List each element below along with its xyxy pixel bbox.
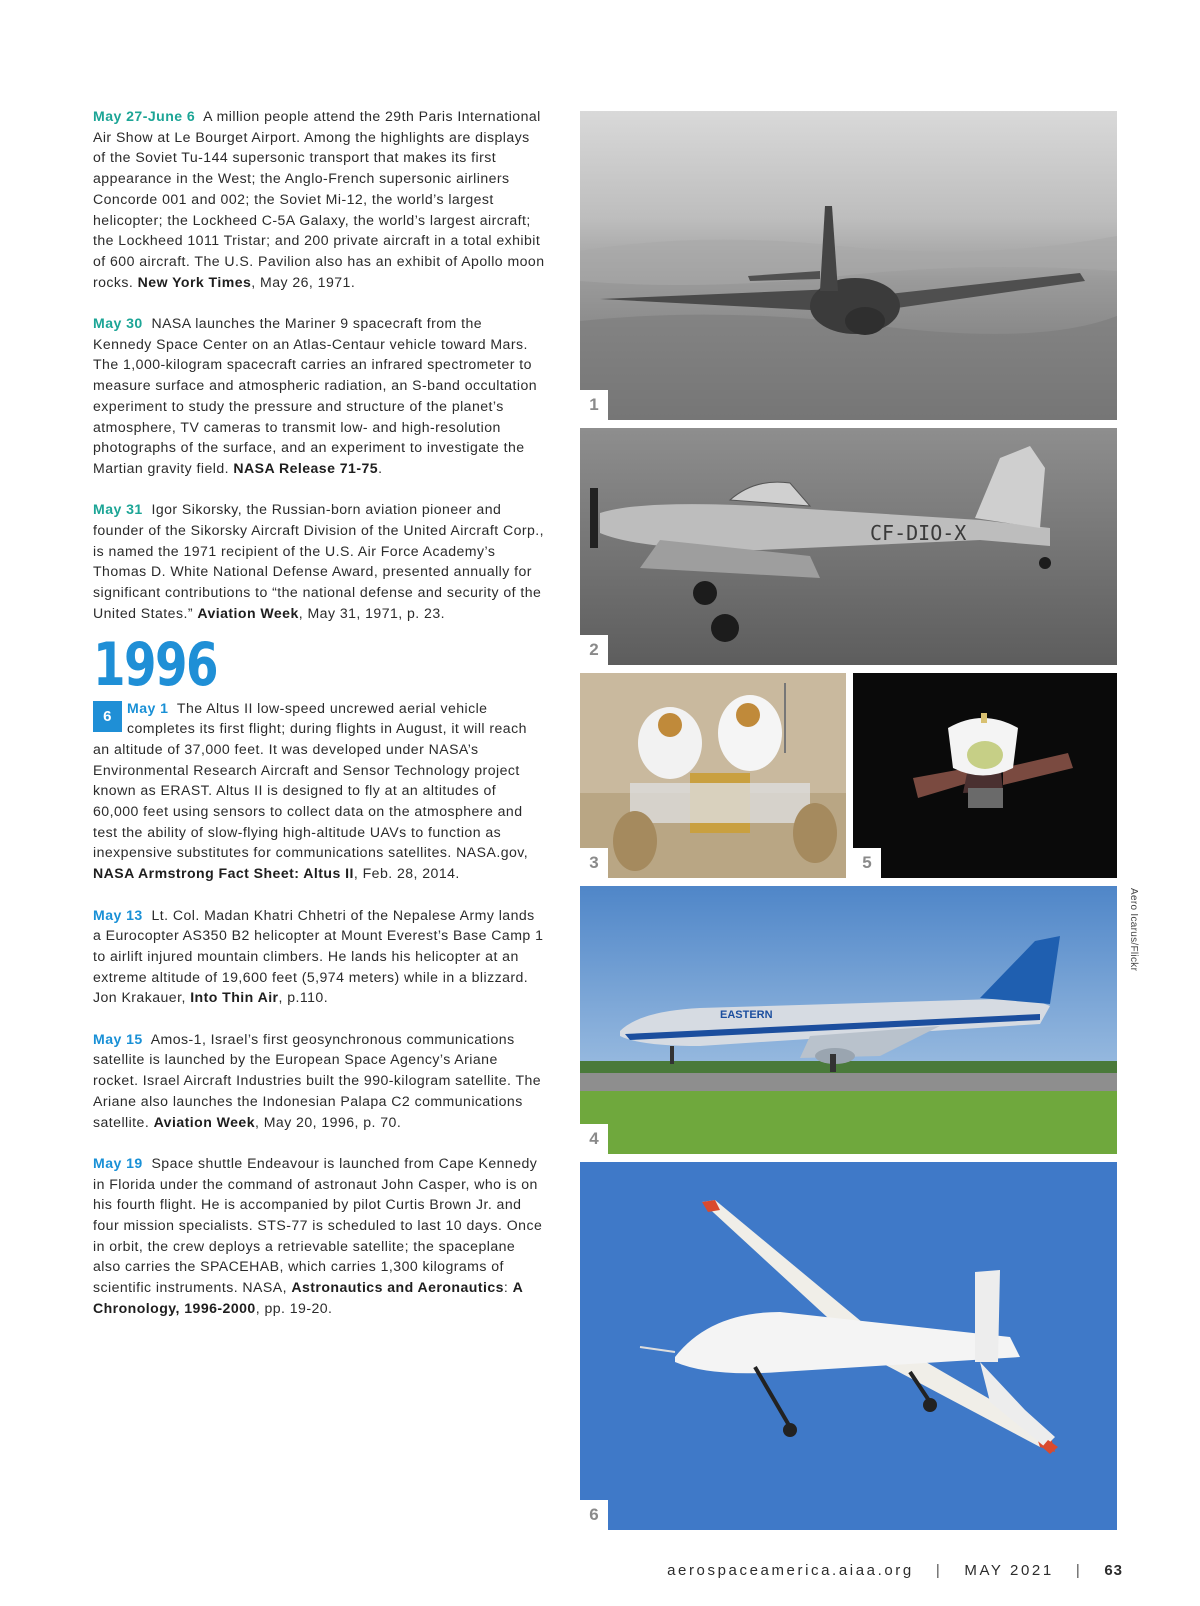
entry-source: NASA Armstrong Fact Sheet: Altus II — [93, 865, 354, 882]
photo-number: 5 — [853, 848, 881, 878]
entry-tail: , May 20, 1996, p. 70. — [254, 1113, 402, 1130]
photo-2-aircraft — [580, 428, 1117, 665]
photo-number: 1 — [580, 390, 608, 420]
footer-issue: MAY 2021 — [964, 1562, 1054, 1579]
footer-separator: | — [1075, 1562, 1083, 1579]
photo-credit: Aero Icarus/Flickr — [1128, 888, 1139, 972]
page-footer — [667, 1562, 1123, 1579]
footer-separator: | — [935, 1562, 943, 1579]
entry-date: May 31 — [93, 501, 143, 518]
entry-text: A million people attend the 29th Paris International Air Show at Le Bourget Airport. Among the highlights are displays of the Soviet Tu-144 supersonic transport that makes its first appearance in the West; the Anglo-French supersonic airliners Concorde 001 and 002; the Soviet Mi-12, the world’s largest helicopter; the Lockheed C-5A Galaxy, the world’s largest aircraft; the Lockheed 1011 Tristar; and 200 private aircraft in a total exhibit of 600 aircraft. The U.S. Pavilion also has an exhibit of Apollo moon rocks. — [93, 108, 545, 290]
photo-5-satellite — [853, 673, 1117, 878]
photo-number: 6 — [580, 1500, 608, 1530]
photo-number: 3 — [580, 848, 608, 878]
text-column — [93, 106, 545, 1339]
photo-2-image — [580, 428, 1117, 665]
footer-site: aerospaceamerica.aiaa.org — [667, 1562, 914, 1579]
entry-may-30 — [93, 313, 545, 479]
entry-source: New York Times — [137, 273, 252, 290]
entry-source: Aviation Week — [153, 1113, 255, 1130]
entry-may-27 — [93, 106, 545, 292]
photo-4-image — [580, 886, 1117, 1154]
entry-source: Aviation Week — [197, 604, 299, 621]
photo-5-image — [853, 673, 1117, 878]
entry-tail: , May 26, 1971. — [251, 273, 356, 290]
photo-3-lunar-rover — [580, 673, 846, 878]
entry-source: NASA Release 71-75 — [233, 459, 379, 476]
year-heading: 1996 — [93, 629, 218, 700]
entry-tail: , p.110. — [278, 989, 329, 1006]
entry-tail: , Feb. 28, 2014. — [353, 865, 460, 882]
entry-may-15 — [93, 1029, 545, 1133]
entry-tail: , May 31, 1971, p. 23. — [298, 604, 445, 621]
entry-date: May 27-June 6 — [93, 108, 196, 124]
entry-date: May 19 — [93, 1154, 143, 1171]
entry-may-13 — [93, 905, 545, 1009]
entry-text: Igor Sikorsky, the Russian-born aviation pioneer and founder of the Sikorsky Aircraft Division of the United Aircraft Corp., is named the 1971 recipient of the U.S. Air Force Academy’s Thomas D. White National Defense Award, presented annually for significant contributions to “the national defense and security of the United States.” — [93, 501, 545, 621]
entry-date: May 15 — [93, 1030, 143, 1047]
entry-tail: . — [378, 459, 383, 476]
photo-4-airliner — [580, 886, 1117, 1154]
entry-source: Astronautics and Aeronautics — [291, 1279, 504, 1296]
aircraft-registration: CF-DIO-X — [870, 521, 967, 545]
entry-source-2: A Chronology, 1996-2000 — [93, 1279, 523, 1316]
entry-date: May 13 — [93, 906, 143, 923]
photo-number: 4 — [580, 1124, 608, 1154]
photo-number: 2 — [580, 635, 608, 665]
photo-1-aircraft — [580, 111, 1117, 420]
photo-6-image — [580, 1162, 1117, 1530]
entry-mid: : — [503, 1279, 513, 1296]
page-number: 63 — [1104, 1562, 1123, 1579]
photo-1-image — [580, 111, 1117, 420]
photo-6-uav — [580, 1162, 1117, 1530]
entry-text: The Altus II low-speed uncrewed aerial vehicle completes its first flight; during flights in August, it will reach an altitude of 37,000 feet. It was developed under NASA’s Environmental Research Aircraft and Sensor Technology project known as ERAST. Altus II is designed to fly at an altitudes of 60,000 feet using sensors to collect data on the atmosphere and test the ability of slow-flying high-altitude UAVs to function as inexpensive substitutes for communications satellites. NASA.gov, — [93, 699, 529, 861]
entry-source: Into Thin Air — [190, 989, 279, 1006]
entry-may-31 — [93, 499, 545, 623]
photo-3-image — [580, 673, 846, 878]
entry-text: Amos-1, Israel’s first geosynchronous communications satellite is launched by the European Space Agency’s Ariane rocket. Israel Aircraft Industries built the 990-kilogram satellite. The Ariane also launches the Indonesian Palapa C2 communications satellite. — [93, 1030, 542, 1130]
entry-may-1 — [93, 698, 545, 884]
entry-tail: , pp. 19-20. — [255, 1299, 333, 1316]
entry-text: Space shuttle Endeavour is launched from Cape Kennedy in Florida under the command of astronaut John Casper, who is on his fourth flight. He is accompanied by pilot Curtis Brown Jr. and four mission specialists. STS-77 is scheduled to last 10 days. Once in orbit, the crew deploys a retrievable satellite; the spaceplane also carries the SPACEHAB, which carries 1,300 kilograms of scientific instruments. NASA, — [93, 1154, 543, 1296]
entry-date: May 30 — [93, 315, 143, 332]
entry-text: Lt. Col. Madan Khatri Chhetri of the Nepalese Army lands a Eurocopter AS350 B2 helicopter at Mount Everest’s Base Camp 1 to airlift injured mountain climbers. He lands his helicopter at an extreme altitude of 19,600 feet (5,974 meters) while in a blizzard. Jon Krakauer, — [93, 906, 544, 1006]
photo-ref-badge: 6 — [93, 701, 122, 732]
entry-may-19 — [93, 1153, 545, 1319]
entry-date: May 1 — [127, 699, 169, 716]
airline-livery: EASTERN — [720, 1009, 773, 1021]
entry-text: NASA launches the Mariner 9 spacecraft from the Kennedy Space Center on an Atlas-Centaur vehicle toward Mars. The 1,000-kilogram spacecraft carries an infrared spectrometer to measure surface and atmospheric radiation, an S-band occultation experiment to study the pressure and structure of the planet’s atmosphere, TV cameras to transmit low- and high-resolution photographs of the surface, and an experiment to investigate the Martian gravity field. — [93, 315, 538, 476]
